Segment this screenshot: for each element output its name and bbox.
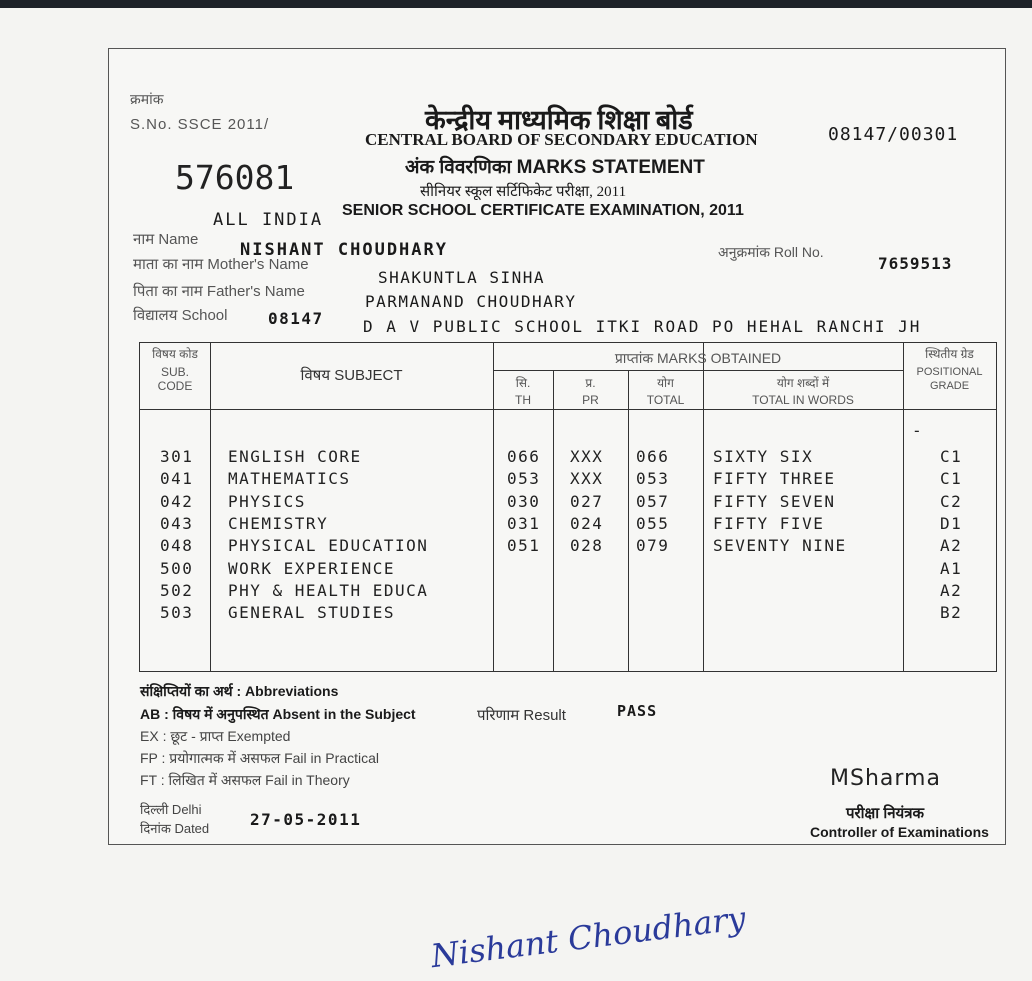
student-name: NISHANT CHOUDHARY [240,240,448,260]
subject-name: PHYSICAL EDUCATION [228,536,429,556]
abbreviation-ab: AB : विषय में अनुपस्थित Absent in the Subject [140,706,416,722]
positional-grade: C2 [940,491,963,511]
abbreviation-ex: EX : छूट - प्राप्त Exempted [140,728,291,744]
total-in-words: FIFTY SEVEN [713,491,836,511]
header-code-hindi: विषय कोड [152,347,198,361]
roll-number: 7659513 [878,254,953,273]
positional-grade: A2 [940,536,963,556]
positional-grade: D1 [940,513,963,533]
total-in-words: FIFTY THREE [713,469,836,489]
subject-name: PHY & HEALTH EDUCA [228,580,429,600]
subject-name: PHYSICS [228,491,306,511]
document-code: 08147/00301 [828,124,959,145]
practical-marks: XXX [570,469,604,489]
theory-marks: 066 [507,447,541,466]
name-label: नाम Name [133,231,199,248]
theory-marks: 030 [507,491,541,511]
date-label: दिनांक Dated [140,821,210,836]
mother-name-label: माता का नाम Mother's Name [133,256,309,273]
positional-grade: A1 [940,558,963,578]
subject-name: WORK EXPERIENCE [228,558,395,578]
total-marks: 079 [636,536,670,556]
practical-marks: 024 [570,513,604,533]
header-subject: विषय SUBJECT [300,367,403,384]
school-label: विद्यालय School [133,307,228,324]
total-in-words: SIXTY SIX [713,447,814,466]
positional-grade: B2 [940,603,963,623]
result-label: परिणाम Result [477,707,566,724]
total-in-words: FIFTY FIVE [713,513,825,533]
subject-code: 500 [160,558,194,578]
subject-code: 041 [160,469,194,489]
positional-grade: A2 [940,580,963,600]
subject-name: ENGLISH CORE [228,447,362,466]
abbreviations-title: संक्षिप्तियों का अर्थ : Abbreviations [140,683,339,699]
controller-signature: MSharma [830,766,941,791]
issue-date: 27-05-2011 [250,810,362,829]
father-name-label: पिता का नाम Father's Name [133,283,305,300]
header-grade-hindi: स्थितीय ग्रेड [925,347,974,361]
header-pr: PR [582,393,599,407]
header-pr-hindi: प्र. [585,376,596,390]
subject-name: CHEMISTRY [228,513,329,533]
header-th: TH [515,393,531,407]
total-marks: 066 [636,447,670,466]
controller-title-hindi: परीक्षा नियंत्रक [846,805,925,822]
controller-title: Controller of Examinations [810,824,989,840]
total-marks: 057 [636,491,670,511]
header-positional-grade: POSITIONAL GRADE [916,366,983,392]
theory-marks: 053 [507,469,541,489]
result-value: PASS [617,702,658,720]
positional-grade: C1 [940,447,963,466]
header-marks-obtained: प्राप्तांक MARKS OBTAINED [614,350,782,366]
subject-name: MATHEMATICS [228,469,351,489]
header-total-in-words: TOTAL IN WORDS [752,393,854,407]
grade-dash: - [912,421,924,440]
father-name: PARMANAND CHOUDHARY [365,292,577,311]
header-total-hindi: योग [657,376,674,390]
exam-title-hindi: सीनियर स्कूल सर्टिफिकेट परीक्षा, 2011 [420,184,627,200]
serial-label-hindi: क्रमांक [130,91,164,107]
practical-marks: XXX [570,447,604,466]
subject-code: 301 [160,447,194,466]
subject-code: 048 [160,536,194,556]
total-in-words: SEVENTY NINE [713,536,847,556]
serial-label: S.No. SSCE 2011/ [130,116,270,133]
region: ALL INDIA [213,210,324,230]
subject-code: 042 [160,491,194,511]
student-signature: Nishant Choudhary [428,898,748,976]
subject-code: 502 [160,580,194,600]
board-title-hindi: केन्द्रीय माध्यमिक शिक्षा बोर्ड [425,105,693,135]
serial-number: 576081 [175,158,295,197]
header-words-hindi: योग शब्दों में [776,376,830,390]
subject-name: GENERAL STUDIES [228,603,395,623]
header-total: TOTAL [646,393,685,407]
abbreviation-ft: FT : लिखित में असफल Fail in Theory [140,772,350,788]
practical-marks: 027 [570,491,604,511]
exam-title: SENIOR SCHOOL CERTIFICATE EXAMINATION, 2011 [342,202,744,219]
abbreviation-fp: FP : प्रयोगात्मक में असफल Fail in Practical [140,750,379,766]
subject-code: 043 [160,513,194,533]
mother-name: SHAKUNTLA SINHA [378,268,545,287]
school-name: D A V PUBLIC SCHOOL ITKI ROAD PO HEHAL RANCHI JH [363,317,922,336]
positional-grade: C1 [940,469,963,489]
marks-statement-title: अंक विवरणिका MARKS STATEMENT [405,157,705,178]
theory-marks: 031 [507,513,541,533]
marks-table [139,342,997,672]
header-sub-code: SUB. CODE [157,365,193,393]
header-th-hindi: सि. [515,376,531,390]
subject-code: 503 [160,603,194,623]
theory-marks: 051 [507,536,541,556]
place-label: दिल्ली Delhi [140,802,202,817]
top-bar [0,0,1032,8]
board-title: CENTRAL BOARD OF SECONDARY EDUCATION [365,130,758,149]
school-code: 08147 [268,309,324,328]
practical-marks: 028 [570,536,604,556]
total-marks: 053 [636,469,670,489]
roll-number-label: अनुक्रमांक Roll No. [718,244,824,260]
total-marks: 055 [636,513,670,533]
